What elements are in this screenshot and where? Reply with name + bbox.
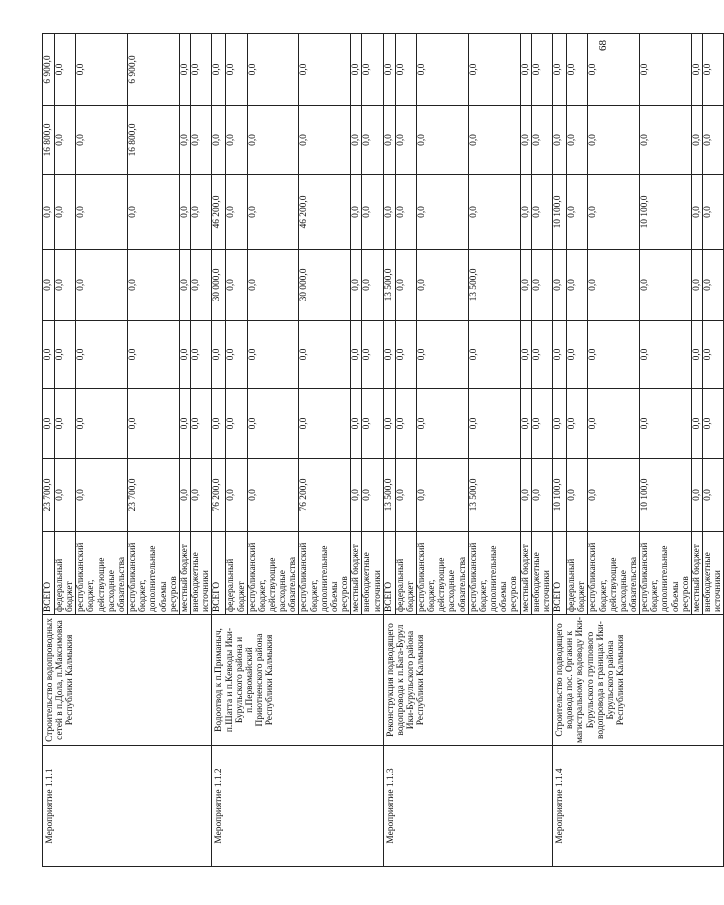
table-cell-value: 0,0 bbox=[76, 106, 128, 175]
table-cell-value: 0,0 bbox=[417, 106, 469, 175]
source-total: ВСЕГО bbox=[553, 532, 567, 615]
event-name: Строительство водопроводных сетей в п.Дола, п.Максимовка Республики Калмыкия bbox=[43, 615, 212, 746]
table-cell-value: 0,0 bbox=[76, 250, 128, 321]
table-cell-value: 0,0 bbox=[395, 250, 416, 321]
table-cell-value: 0,0 bbox=[299, 321, 351, 389]
table-cell-value: 0,0 bbox=[76, 321, 128, 389]
table-cell-value: 0,0 bbox=[179, 321, 190, 389]
source-line: ресурсов bbox=[340, 576, 351, 612]
table-cell-value: 0,0 bbox=[531, 106, 552, 175]
event-label: Мероприятие 1.1.1 bbox=[43, 746, 212, 867]
table-cell-value: 0,0 bbox=[417, 321, 469, 389]
table-cell-value: 10 100,0 bbox=[553, 175, 567, 250]
event-name: Строительство подводящего водовода пос. Оргакин к магистральному водоводу Ики-Бурульского группового водопровода в границах Ики-Бурульского района Республики Калмыкия bbox=[553, 615, 724, 746]
table-cell-value: 0,0 bbox=[191, 459, 212, 532]
source-rep-additional bbox=[640, 532, 692, 615]
source-total: ВСЕГО bbox=[383, 532, 395, 615]
table-cell-value: 0,0 bbox=[640, 389, 692, 459]
table-cell-value: 0,0 bbox=[703, 34, 724, 106]
table-cell-value: 0,0 bbox=[226, 175, 247, 250]
table-cell-value: 0,0 bbox=[531, 459, 552, 532]
table-cell-value: 0,0 bbox=[179, 459, 190, 532]
table-cell-value: 0,0 bbox=[567, 106, 588, 175]
table-cell-value: 0,0 bbox=[417, 34, 469, 106]
table-cell-value: 13 500,0 bbox=[468, 250, 520, 321]
source-local: местный бюджет bbox=[179, 532, 190, 615]
source-offbudget: внебюджетные источники bbox=[362, 532, 383, 615]
table-cell-value: 0,0 bbox=[55, 106, 76, 175]
table-cell-value: 0,0 bbox=[588, 250, 640, 321]
table-cell-value: 0,0 bbox=[468, 321, 520, 389]
table-cell-value: 0,0 bbox=[362, 106, 383, 175]
source-federal: федеральный бюджет bbox=[395, 532, 416, 615]
source-line: республиканский бюджет, bbox=[299, 542, 320, 612]
table-cell-value: 0,0 bbox=[299, 389, 351, 459]
table-cell-value: 0,0 bbox=[191, 175, 212, 250]
table-cell-value: 0,0 bbox=[128, 389, 180, 459]
table-cell-value: 0,0 bbox=[226, 389, 247, 459]
source-total: ВСЕГО bbox=[212, 532, 226, 615]
table-cell-value: 0,0 bbox=[128, 321, 180, 389]
table-cell-value: 0,0 bbox=[703, 175, 724, 250]
source-federal: федеральный бюджет bbox=[226, 532, 247, 615]
source-line: дополнительные объемы bbox=[489, 545, 510, 612]
table-cell-value: 13 500,0 bbox=[468, 459, 520, 532]
table-cell-value: 0,0 bbox=[417, 175, 469, 250]
event-name: Водоотвод к п.Приманыч, п.Шатта и п.Кевюды Ики-Бурульского района и п.Первомайский Приютненского района Республики Калмыкия bbox=[212, 615, 383, 746]
table-cell-value: 0,0 bbox=[351, 459, 362, 532]
source-line: ресурсов bbox=[680, 576, 691, 612]
table-cell-value: 0,0 bbox=[520, 106, 531, 175]
table-cell-value: 0,0 bbox=[588, 106, 640, 175]
source-rep-additional bbox=[128, 532, 180, 615]
table-cell-value: 0,0 bbox=[567, 321, 588, 389]
table-cell-value: 0,0 bbox=[212, 34, 226, 106]
rotated-page bbox=[42, 34, 724, 867]
table-cell-value: 0,0 bbox=[395, 321, 416, 389]
table-cell-value: 0,0 bbox=[395, 34, 416, 106]
source-line: республиканский бюджет, bbox=[468, 542, 489, 612]
table-cell-value: 0,0 bbox=[299, 34, 351, 106]
table-cell-value: 0,0 bbox=[588, 34, 640, 106]
table-cell-value: 0,0 bbox=[640, 34, 692, 106]
table-row bbox=[43, 34, 55, 867]
table-cell-value: 0,0 bbox=[212, 321, 226, 389]
source-line: республиканский бюджет, bbox=[76, 542, 97, 612]
financing-table bbox=[42, 33, 724, 867]
table-cell-value: 0,0 bbox=[299, 106, 351, 175]
source-line: обязательства bbox=[116, 556, 127, 612]
table-cell-value: 0,0 bbox=[55, 459, 76, 532]
table-cell-value: 0,0 bbox=[531, 389, 552, 459]
table-cell-value: 0,0 bbox=[247, 34, 299, 106]
table-cell-value: 0,0 bbox=[383, 34, 395, 106]
table-cell-value: 0,0 bbox=[76, 175, 128, 250]
table-cell-value: 0,0 bbox=[640, 106, 692, 175]
table-cell-value: 0,0 bbox=[468, 389, 520, 459]
table-cell-value: 10 100,0 bbox=[553, 459, 567, 532]
table-cell-value: 0,0 bbox=[640, 250, 692, 321]
table-cell-value: 0,0 bbox=[351, 175, 362, 250]
table-cell-value: 0,0 bbox=[76, 459, 128, 532]
table-cell-value: 0,0 bbox=[362, 250, 383, 321]
table-cell-value: 0,0 bbox=[247, 250, 299, 321]
table-cell-value: 0,0 bbox=[351, 250, 362, 321]
source-local: местный бюджет bbox=[520, 532, 531, 615]
table-cell-value: 6 900,0 bbox=[43, 34, 55, 106]
table-cell-value: 0,0 bbox=[520, 459, 531, 532]
table-cell-value: 10 100,0 bbox=[640, 175, 692, 250]
table-cell-value: 0,0 bbox=[247, 321, 299, 389]
source-line: дополнительные объемы bbox=[319, 545, 340, 612]
table-cell-value: 76 200,0 bbox=[299, 459, 351, 532]
source-line: действующие расходные bbox=[437, 557, 458, 612]
source-local: местный бюджет bbox=[691, 532, 702, 615]
table-cell-value: 0,0 bbox=[417, 389, 469, 459]
event-label: Мероприятие 1.1.3 bbox=[383, 746, 552, 867]
source-rep-current bbox=[417, 532, 469, 615]
table-cell-value: 0,0 bbox=[703, 250, 724, 321]
table-row bbox=[212, 34, 226, 867]
source-line: действующие расходные bbox=[267, 557, 289, 612]
source-line: ресурсов bbox=[168, 576, 179, 612]
table-cell-value: 0,0 bbox=[553, 106, 567, 175]
table-cell-value: 76 200,0 bbox=[212, 459, 226, 532]
event-label: Мероприятие 1.1.2 bbox=[212, 746, 383, 867]
source-rep-current bbox=[76, 532, 128, 615]
table-cell-value: 0,0 bbox=[395, 106, 416, 175]
source-total: ВСЕГО bbox=[43, 532, 55, 615]
table-cell-value: 0,0 bbox=[226, 321, 247, 389]
table-cell-value: 0,0 bbox=[531, 34, 552, 106]
source-offbudget: внебюджетные источники bbox=[191, 532, 212, 615]
table-cell-value: 0,0 bbox=[191, 106, 212, 175]
table-cell-value: 0,0 bbox=[567, 459, 588, 532]
source-line: дополнительные объемы bbox=[148, 545, 169, 612]
table-cell-value: 0,0 bbox=[691, 389, 702, 459]
table-cell-value: 0,0 bbox=[191, 321, 212, 389]
table-cell-value: 0,0 bbox=[43, 175, 55, 250]
source-rep-additional bbox=[299, 532, 351, 615]
table-cell-value: 0,0 bbox=[383, 321, 395, 389]
table-cell-value: 0,0 bbox=[362, 389, 383, 459]
source-line: действующие расходные bbox=[96, 557, 117, 612]
table-cell-value: 0,0 bbox=[531, 250, 552, 321]
table-cell-value: 46 200,0 bbox=[212, 175, 226, 250]
table-cell-value: 10 100,0 bbox=[640, 459, 692, 532]
source-line: обязательства bbox=[457, 556, 468, 612]
table-cell-value: 16 800,0 bbox=[128, 106, 180, 175]
table-cell-value: 0,0 bbox=[395, 175, 416, 250]
table-cell-value: 13 500,0 bbox=[383, 459, 395, 532]
source-federal: федеральный бюджет bbox=[567, 532, 588, 615]
table-cell-value: 0,0 bbox=[520, 321, 531, 389]
source-line: республиканский бюджет, bbox=[588, 542, 609, 612]
table-cell-value: 0,0 bbox=[640, 321, 692, 389]
table-cell-value: 0,0 bbox=[395, 389, 416, 459]
table-cell-value: 0,0 bbox=[691, 250, 702, 321]
table-cell-value: 0,0 bbox=[247, 106, 299, 175]
table-cell-value: 0,0 bbox=[351, 389, 362, 459]
table-cell-value: 0,0 bbox=[691, 175, 702, 250]
table-cell-value: 0,0 bbox=[55, 175, 76, 250]
table-cell-value: 0,0 bbox=[553, 389, 567, 459]
table-cell-value: 30 000,0 bbox=[299, 250, 351, 321]
table-cell-value: 0,0 bbox=[226, 250, 247, 321]
table-cell-value: 0,0 bbox=[55, 34, 76, 106]
event-label: Мероприятие 1.1.4 bbox=[553, 746, 724, 867]
table-cell-value: 0,0 bbox=[383, 175, 395, 250]
table-cell-value: 0,0 bbox=[703, 389, 724, 459]
source-federal: федеральный бюджет bbox=[55, 532, 76, 615]
table-cell-value: 0,0 bbox=[76, 389, 128, 459]
table-cell-value: 0,0 bbox=[383, 389, 395, 459]
table-cell-value: 0,0 bbox=[362, 175, 383, 250]
table-cell-value: 0,0 bbox=[128, 250, 180, 321]
table-cell-value: 0,0 bbox=[553, 321, 567, 389]
table-cell-value: 0,0 bbox=[588, 321, 640, 389]
table-cell-value: 0,0 bbox=[588, 175, 640, 250]
table-cell-value: 0,0 bbox=[226, 34, 247, 106]
table-cell-value: 0,0 bbox=[703, 459, 724, 532]
table-cell-value: 0,0 bbox=[553, 34, 567, 106]
table-cell-value: 0,0 bbox=[567, 34, 588, 106]
table-cell-value: 0,0 bbox=[179, 34, 190, 106]
table-cell-value: 0,0 bbox=[191, 250, 212, 321]
table-cell-value: 0,0 bbox=[567, 250, 588, 321]
source-line: республиканский бюджет, bbox=[640, 542, 661, 612]
source-line: обязательства bbox=[628, 556, 639, 612]
table-cell-value: 0,0 bbox=[55, 250, 76, 321]
table-cell-value: 0,0 bbox=[179, 389, 190, 459]
table-cell-value: 0,0 bbox=[520, 34, 531, 106]
source-offbudget: внебюджетные источники bbox=[531, 532, 552, 615]
source-rep-current bbox=[588, 532, 640, 615]
table-cell-value: 0,0 bbox=[691, 34, 702, 106]
page-number: 68 bbox=[597, 40, 609, 51]
table-cell-value: 0,0 bbox=[351, 34, 362, 106]
table-cell-value: 0,0 bbox=[531, 175, 552, 250]
table-cell-value: 0,0 bbox=[351, 106, 362, 175]
table-cell-value: 0,0 bbox=[247, 459, 299, 532]
table-cell-value: 0,0 bbox=[179, 250, 190, 321]
table-cell-value: 23 700,0 bbox=[128, 459, 180, 532]
table-cell-value: 0,0 bbox=[191, 389, 212, 459]
table-cell-value: 0,0 bbox=[128, 175, 180, 250]
table-cell-value: 0,0 bbox=[362, 459, 383, 532]
table-cell-value: 0,0 bbox=[567, 389, 588, 459]
table-cell-value: 0,0 bbox=[531, 321, 552, 389]
table-cell-value: 0,0 bbox=[362, 34, 383, 106]
event-name: Реконструкция подводящего водопровода к п.Бага-Бурул Ики-Бурульского района Республики Калмыкия bbox=[383, 615, 552, 746]
source-rep-additional bbox=[468, 532, 520, 615]
table-cell-value: 0,0 bbox=[43, 389, 55, 459]
table-cell-value: 0,0 bbox=[395, 459, 416, 532]
table-cell-value: 0,0 bbox=[468, 175, 520, 250]
table-cell-value: 46 200,0 bbox=[299, 175, 351, 250]
source-line: обязательства bbox=[288, 556, 299, 612]
table-cell-value: 0,0 bbox=[691, 106, 702, 175]
table-cell-value: 30 000,0 bbox=[212, 250, 226, 321]
table-cell-value: 0,0 bbox=[55, 389, 76, 459]
source-line: республиканский бюджет, bbox=[417, 542, 438, 612]
source-rep-current bbox=[247, 532, 299, 615]
table-cell-value: 0,0 bbox=[212, 106, 226, 175]
table-cell-value: 0,0 bbox=[351, 321, 362, 389]
table-cell-value: 0,0 bbox=[179, 175, 190, 250]
table-cell-value: 0,0 bbox=[383, 106, 395, 175]
source-line: ресурсов bbox=[509, 576, 520, 612]
table-cell-value: 0,0 bbox=[468, 34, 520, 106]
table-row bbox=[383, 34, 395, 867]
table-cell-value: 0,0 bbox=[520, 175, 531, 250]
table-cell-value: 0,0 bbox=[567, 175, 588, 250]
table-cell-value: 0,0 bbox=[226, 106, 247, 175]
table-cell-value: 0,0 bbox=[417, 250, 469, 321]
table-cell-value: 0,0 bbox=[179, 106, 190, 175]
table-cell-value: 16 800,0 bbox=[43, 106, 55, 175]
table-cell-value: 0,0 bbox=[43, 250, 55, 321]
table-cell-value: 0,0 bbox=[520, 250, 531, 321]
source-line: действующие расходные bbox=[608, 557, 629, 612]
table-cell-value: 0,0 bbox=[691, 321, 702, 389]
source-local: местный бюджет bbox=[351, 532, 362, 615]
table-cell-value: 0,0 bbox=[588, 389, 640, 459]
table-cell-value: 0,0 bbox=[553, 250, 567, 321]
table-cell-value: 0,0 bbox=[191, 34, 212, 106]
source-line: республиканский бюджет, bbox=[247, 542, 268, 612]
table-cell-value: 0,0 bbox=[247, 175, 299, 250]
table-cell-value: 0,0 bbox=[703, 106, 724, 175]
table-cell-value: 23 700,0 bbox=[43, 459, 55, 532]
table-cell-value: 0,0 bbox=[468, 106, 520, 175]
table-row bbox=[553, 34, 567, 867]
table-cell-value: 0,0 bbox=[55, 321, 76, 389]
source-offbudget: внебюджетные источники bbox=[703, 532, 724, 615]
source-line: дополнительные объемы bbox=[660, 545, 681, 612]
source-line: республиканский бюджет, bbox=[128, 542, 149, 612]
table-cell-value: 0,0 bbox=[417, 459, 469, 532]
table-cell-value: 0,0 bbox=[76, 34, 128, 106]
table-cell-value: 13 500,0 bbox=[383, 250, 395, 321]
table-cell-value: 0,0 bbox=[226, 459, 247, 532]
table-cell-value: 0,0 bbox=[520, 389, 531, 459]
table-cell-value: 0,0 bbox=[703, 321, 724, 389]
table-cell-value: 0,0 bbox=[212, 389, 226, 459]
table-cell-value: 0,0 bbox=[588, 459, 640, 532]
table-cell-value: 0,0 bbox=[43, 321, 55, 389]
table-cell-value: 6 900,0 bbox=[128, 34, 180, 106]
table-cell-value: 0,0 bbox=[247, 389, 299, 459]
table-cell-value: 0,0 bbox=[362, 321, 383, 389]
table-cell-value: 0,0 bbox=[691, 459, 702, 532]
